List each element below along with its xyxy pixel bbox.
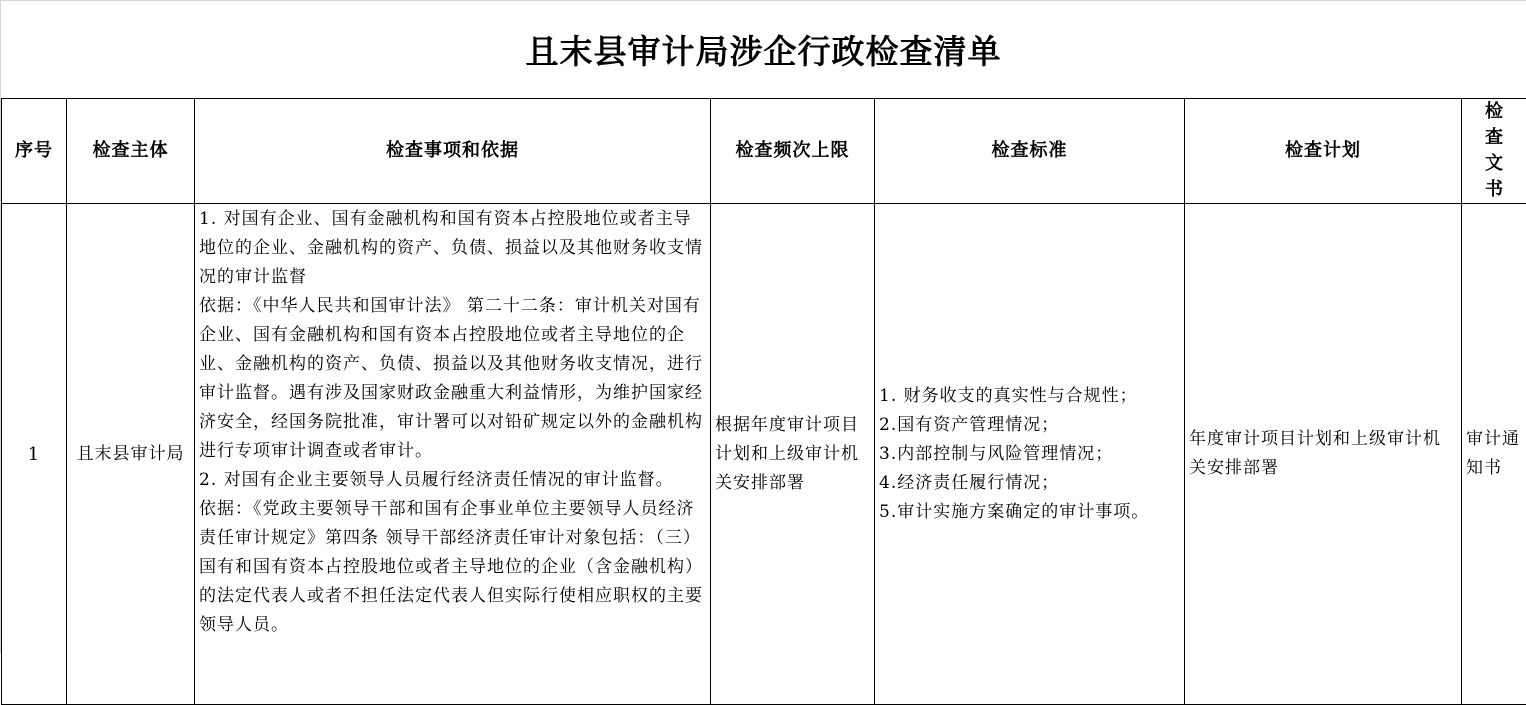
standard-line: 5.审计实施方案确定的审计事项。: [879, 498, 1180, 527]
cell-document[interactable]: 审计通知书: [1462, 204, 1526, 705]
header-standard[interactable]: 检查标准: [875, 99, 1185, 204]
cell-standard[interactable]: [875, 204, 1185, 705]
header-frequency[interactable]: 检查频次上限: [711, 99, 875, 204]
basis-text: 依据：《中华人民共和国审计法》 第二十二条：审计机关对国有企业、国有金融机构和国有资本占控股地位或者主导地位的企业、金融机构的资产、负债、损益以及其他财务收支情况，进行审计监督。遇有涉及国家财政金融重大利益情形，为维护国家经济安全，经国务院批准，审计署可以对铅矿规定以外的金融机构进行专项审计调查或者审计。: [199, 292, 706, 466]
standard-line: 4.经济责任履行情况；: [879, 469, 1180, 498]
cell-items[interactable]: [195, 204, 711, 705]
header-index[interactable]: 序号: [2, 99, 67, 204]
header-row: [2, 99, 1526, 204]
cell-subject[interactable]: 且末县审计局: [67, 204, 195, 705]
table-row: [2, 204, 1526, 705]
item-text: 2. 对国有企业主要领导人员履行经济责任情况的审计监督。: [199, 466, 706, 495]
cell-plan[interactable]: 年度审计项目计划和上级审计机关安排部署: [1185, 204, 1462, 705]
header-plan[interactable]: 检查计划: [1185, 99, 1462, 204]
cell-frequency[interactable]: 根据年度审计项目计划和上级审计机关安排部署: [711, 204, 875, 705]
header-items[interactable]: 检查事项和依据: [195, 99, 711, 204]
basis-text: 依据：《党政主要领导干部和国有企事业单位主要领导人员经济责任审计规定》第四条 领导干部经济责任审计对象包括：（三）国有和国有资本占控股地位或者主导地位的企业（含金融机构）的法定代表人或者不担任法定代表人但实际行使相应职权的主要领导人员。: [199, 495, 706, 640]
standard-line: 3.内部控制与风险管理情况；: [879, 440, 1180, 469]
standard-line: 2.国有资产管理情况；: [879, 411, 1180, 440]
header-subject[interactable]: 检查主体: [67, 99, 195, 204]
standard-line: 1. 财务收支的真实性与合规性；: [879, 382, 1180, 411]
item-text: 1. 对国有企业、国有金融机构和国有资本占控股地位或者主导地位的企业、金融机构的资产、负债、损益以及其他财务收支情况的审计监督: [199, 205, 706, 292]
page-title: 且末县审计局涉企行政检查清单: [1, 1, 1526, 98]
inspection-table: [1, 98, 1526, 705]
cell-index[interactable]: 1: [2, 204, 67, 705]
header-document[interactable]: 检查文书: [1462, 99, 1526, 204]
